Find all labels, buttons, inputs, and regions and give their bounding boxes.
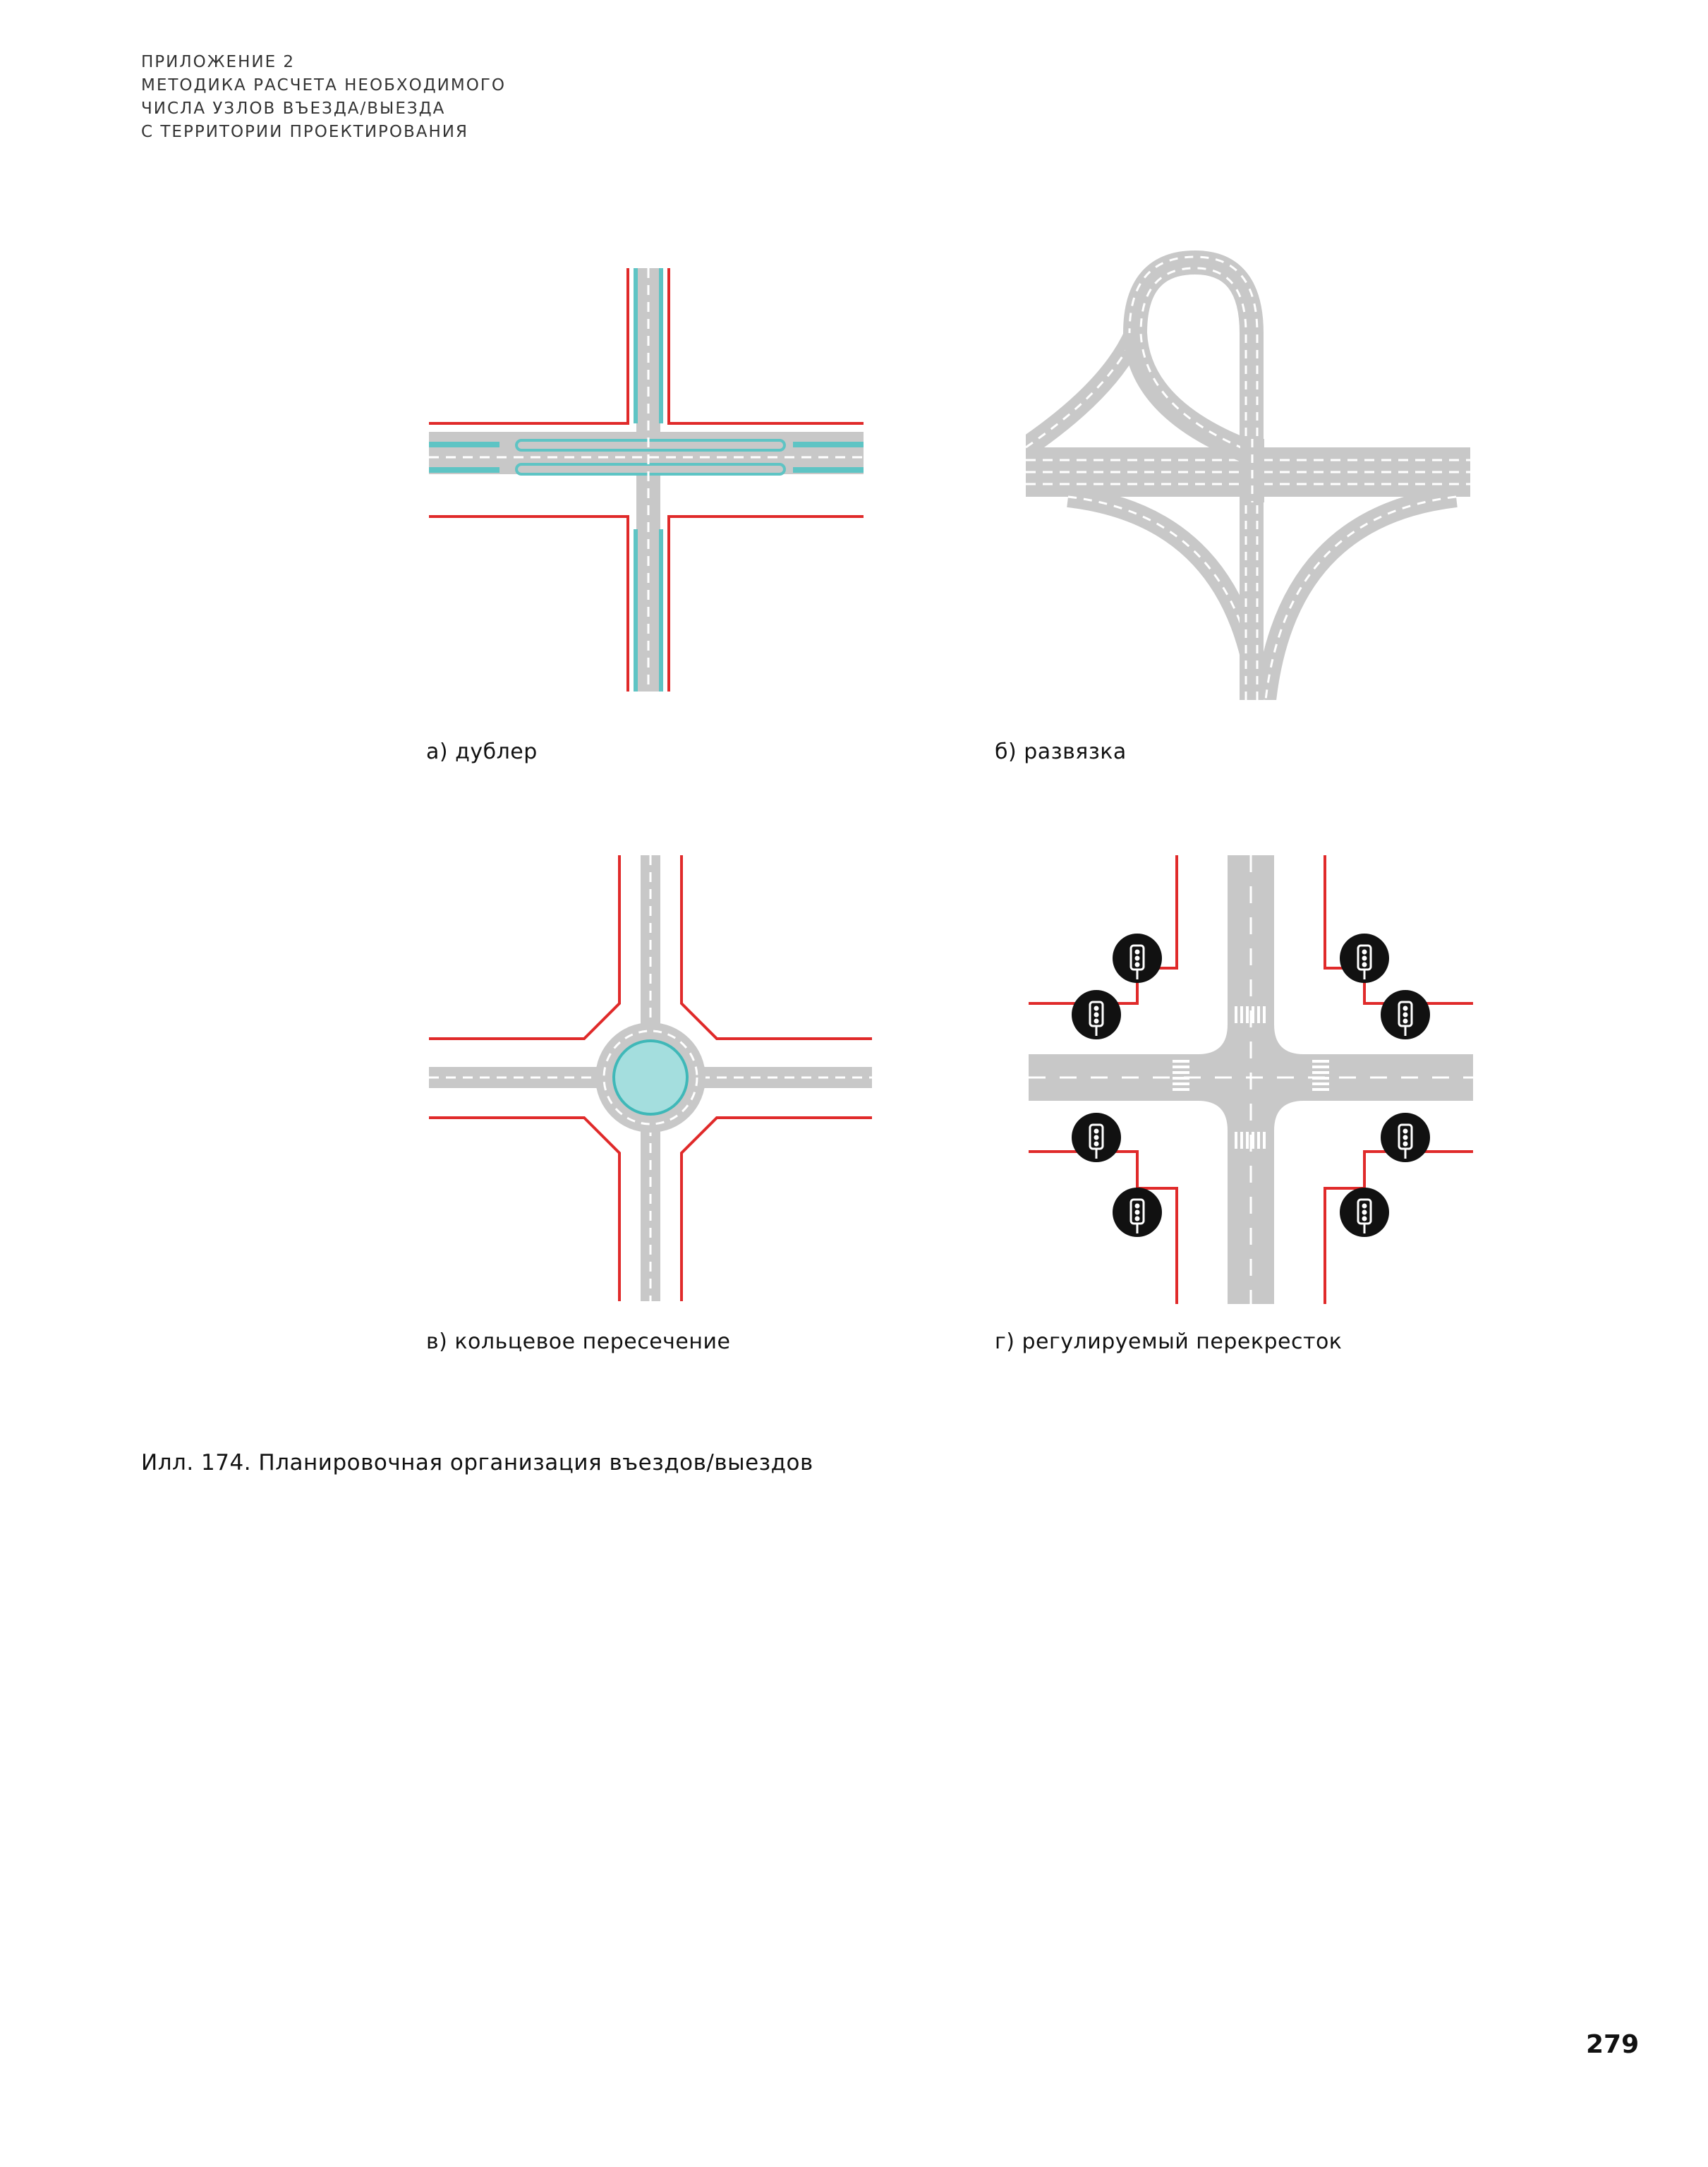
- diagram-caption-a: а) дублер: [426, 740, 538, 764]
- roundabout-drawing: [429, 855, 872, 1301]
- diagram-caption-c: в) кольцевое пересечение: [426, 1329, 731, 1354]
- traffic-light-icon: [1113, 934, 1162, 983]
- traffic-light-icon: [1113, 1188, 1162, 1237]
- running-header: [141, 51, 776, 144]
- signalized-intersection-drawing: [1029, 855, 1473, 1304]
- traffic-light-icon: [1072, 990, 1121, 1039]
- traffic-light-icon: [1072, 1113, 1121, 1162]
- diagram-service-road: [429, 268, 864, 692]
- page-number: 279: [1586, 2030, 1640, 2059]
- header-line: ПРИЛОЖЕНИЕ 2: [141, 53, 296, 71]
- traffic-light-icon: [1381, 1113, 1430, 1162]
- header-line: ЧИСЛА УЗЛОВ ВЪЕЗДА/ВЫЕЗДА: [141, 99, 446, 118]
- diagram-caption-d: г) регулируемый перекресток: [995, 1329, 1343, 1354]
- figure-caption: Илл. 174. Планировочная организация въездов/выездов: [141, 1450, 813, 1475]
- service-road-drawing: [429, 268, 864, 692]
- traffic-light-icon: [1381, 990, 1430, 1039]
- interchange-drawing: [1026, 248, 1470, 700]
- diagram-interchange: [1026, 248, 1470, 700]
- diagram-roundabout: [429, 855, 872, 1301]
- header-line: МЕТОДИКА РАСЧЕТА НЕОБХОДИМОГО: [141, 76, 506, 95]
- traffic-light-icon: [1340, 934, 1389, 983]
- diagram-caption-b: б) развязка: [995, 740, 1127, 764]
- diagram-signalized-intersection: [1029, 855, 1473, 1304]
- header-line: С ТЕРРИТОРИИ ПРОЕКТИРОВАНИЯ: [141, 123, 468, 141]
- traffic-light-icon: [1340, 1188, 1389, 1237]
